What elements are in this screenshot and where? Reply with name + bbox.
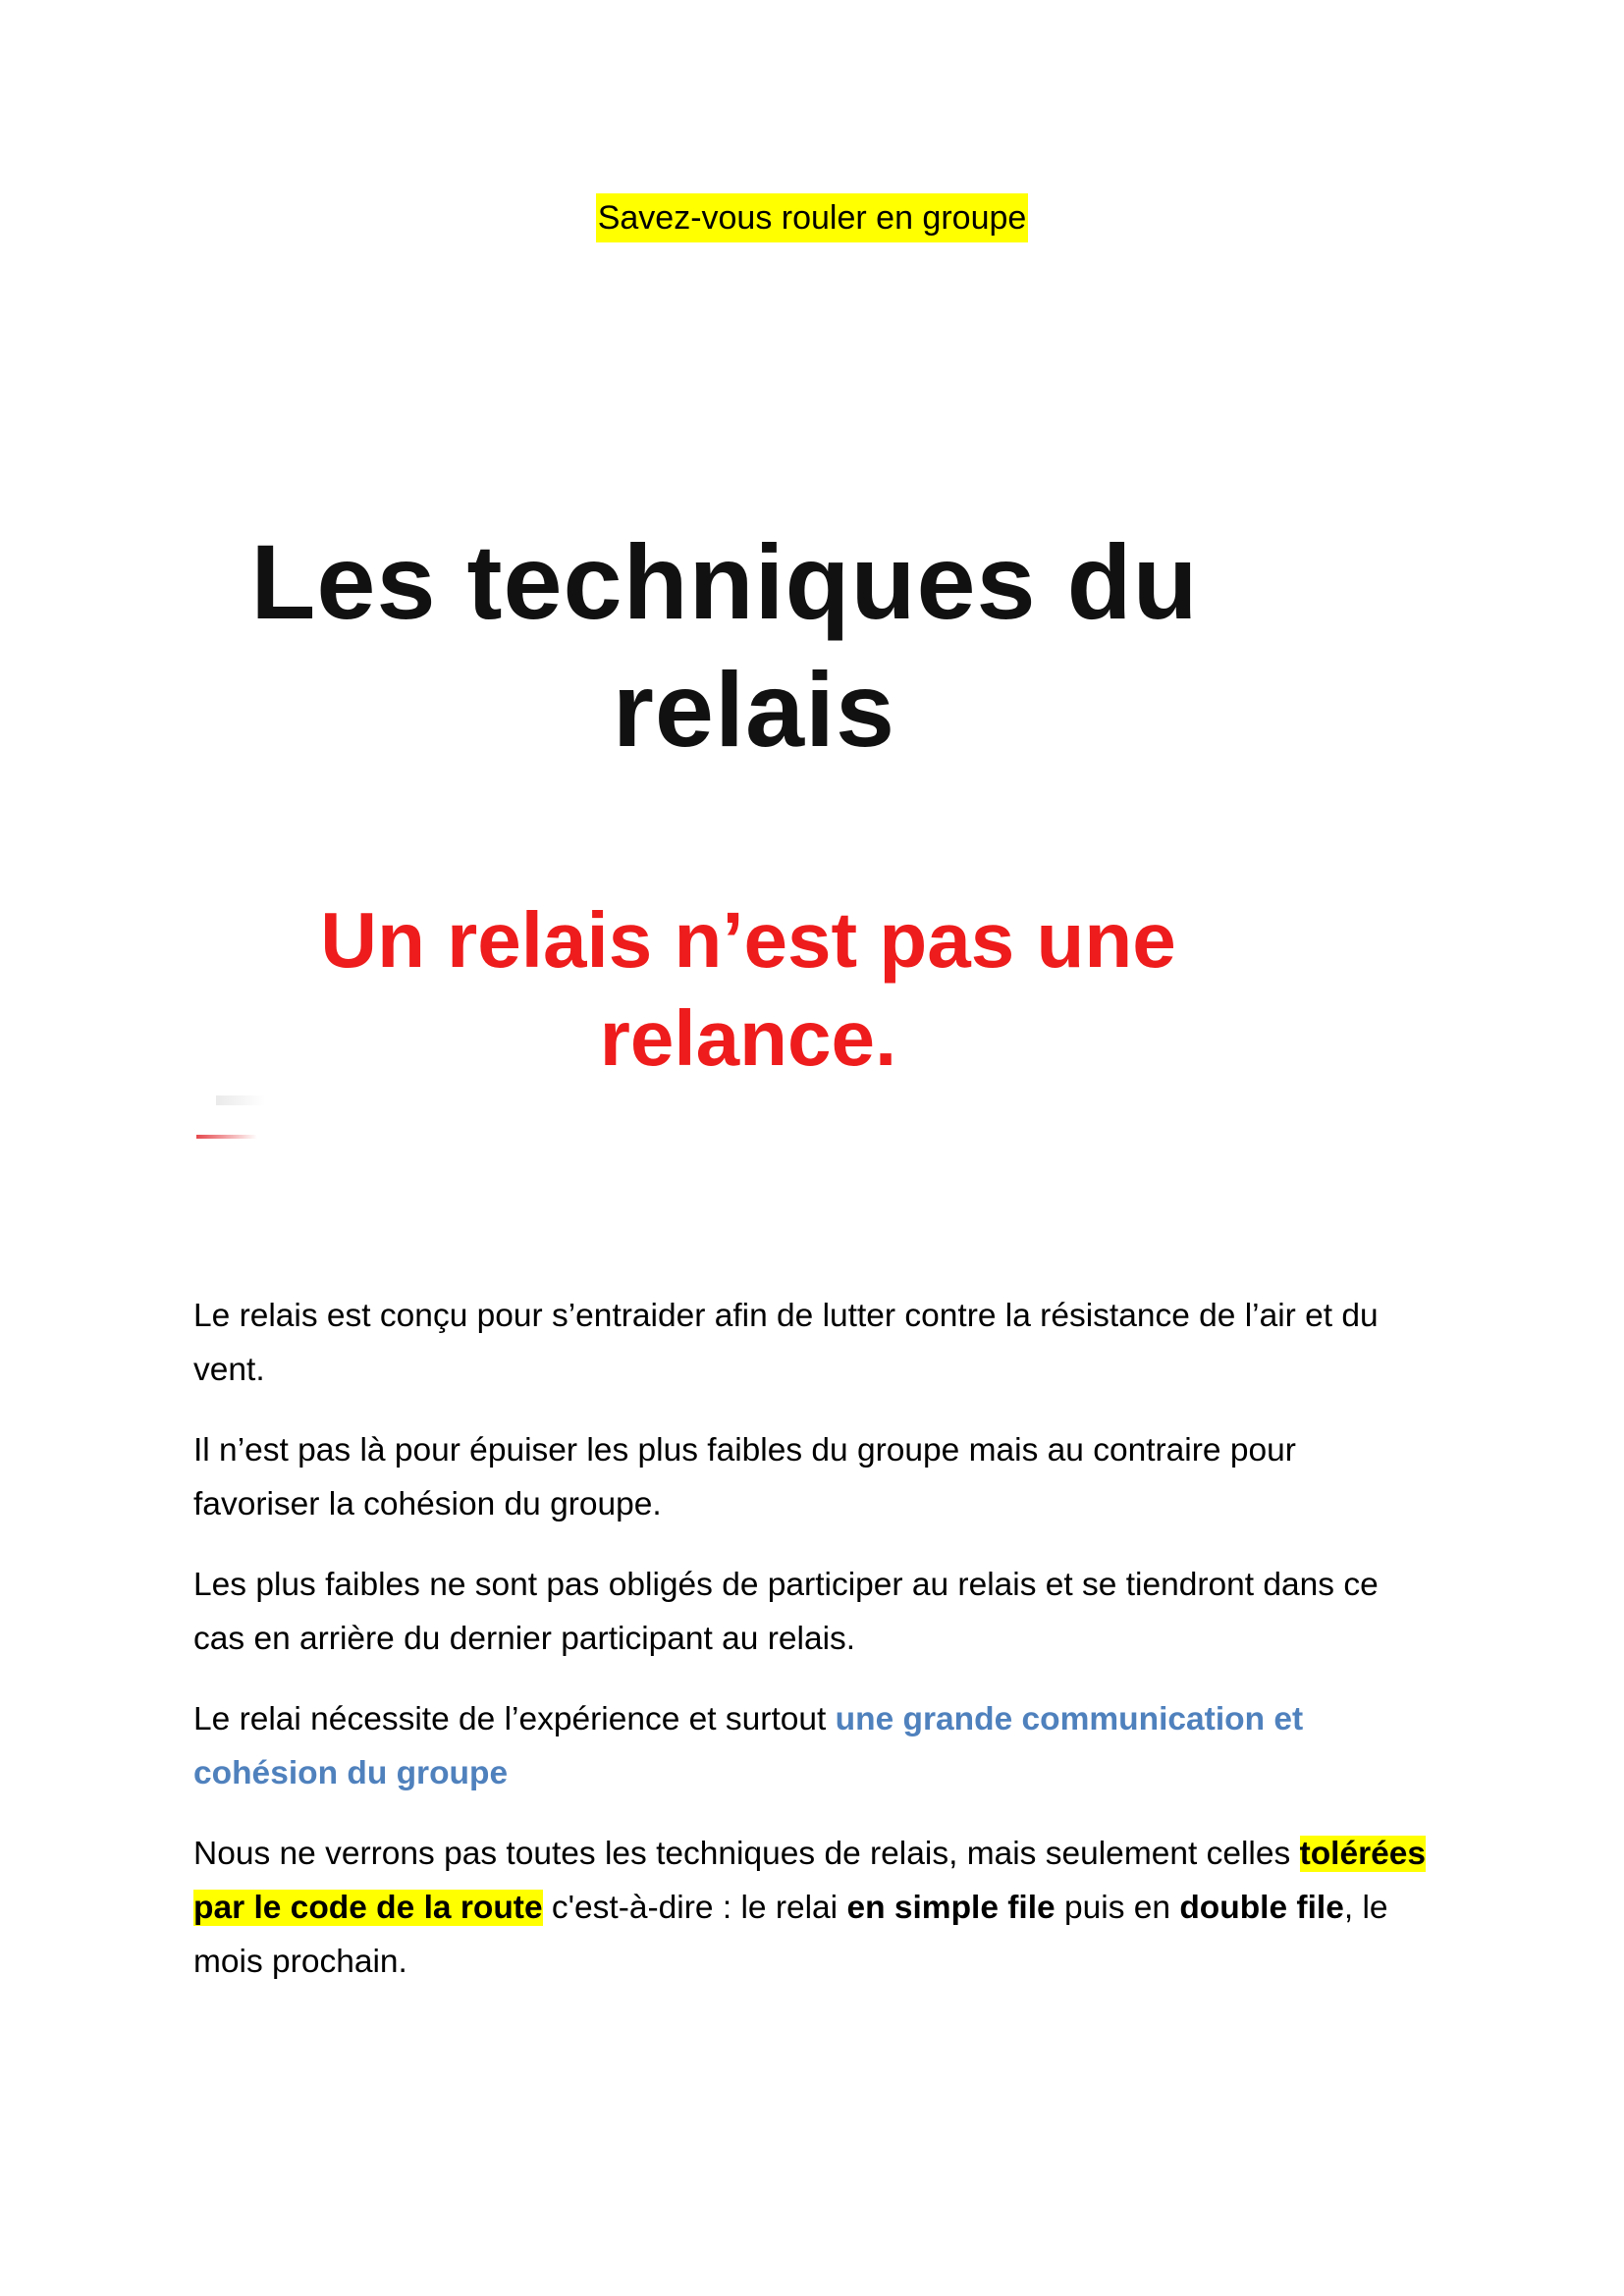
title-image (192, 520, 1331, 1148)
paragraph-5-part1: Nous ne verrons pas toutes les techniques de relais, mais seulement celles (193, 1836, 1300, 1872)
paragraph-5-bold-simple-file: en simple file (846, 1890, 1056, 1926)
paragraph-4-emphasis: une grande communication et cohésion du groupe (193, 1701, 1304, 1791)
page-header: Savez-vous rouler en groupe (596, 193, 1029, 242)
paragraph-4-text: Le relai nécessite de l’expérience et surtout (193, 1701, 836, 1737)
paragraph-2: Il n’est pas là pour épuiser les plus faibles du groupe mais au contraire pour favoriser la cohésion du groupe. (193, 1432, 1296, 1522)
paragraph-1: Le relais est conçu pour s’entraider afin de lutter contre la résistance de l’air et du vent. (193, 1298, 1379, 1388)
header-container (0, 193, 1624, 242)
paragraph-4 (193, 1692, 1431, 1800)
title-line-2: relais (612, 650, 896, 769)
paragraph-5-part2: c'est-à-dire : le relai (542, 1890, 847, 1926)
title-line-1: Les techniques du (250, 522, 1199, 641)
paragraph-5-part4: , le mois prochain. (193, 1890, 1388, 1980)
paragraph-5 (193, 1827, 1431, 1989)
image-artifact (196, 1129, 265, 1141)
image-artifact-faint (216, 1095, 265, 1105)
subtitle-line-1: Un relais n’est pas une (320, 896, 1176, 984)
paragraph-5-bold-double-file: double file (1179, 1890, 1344, 1926)
image-artifact-streak (196, 1135, 257, 1139)
body-text (193, 1289, 1431, 2015)
paragraph-3: Les plus faibles ne sont pas obligés de participer au relais et se tiendront dans ce cas en arrière du dernier participant au relais. (193, 1567, 1379, 1657)
subtitle-line-2: relance. (599, 994, 897, 1082)
paragraph-5-highlight: tolérées par le code de la route (193, 1836, 1427, 1926)
paragraph-5-part3: puis en (1055, 1890, 1180, 1926)
